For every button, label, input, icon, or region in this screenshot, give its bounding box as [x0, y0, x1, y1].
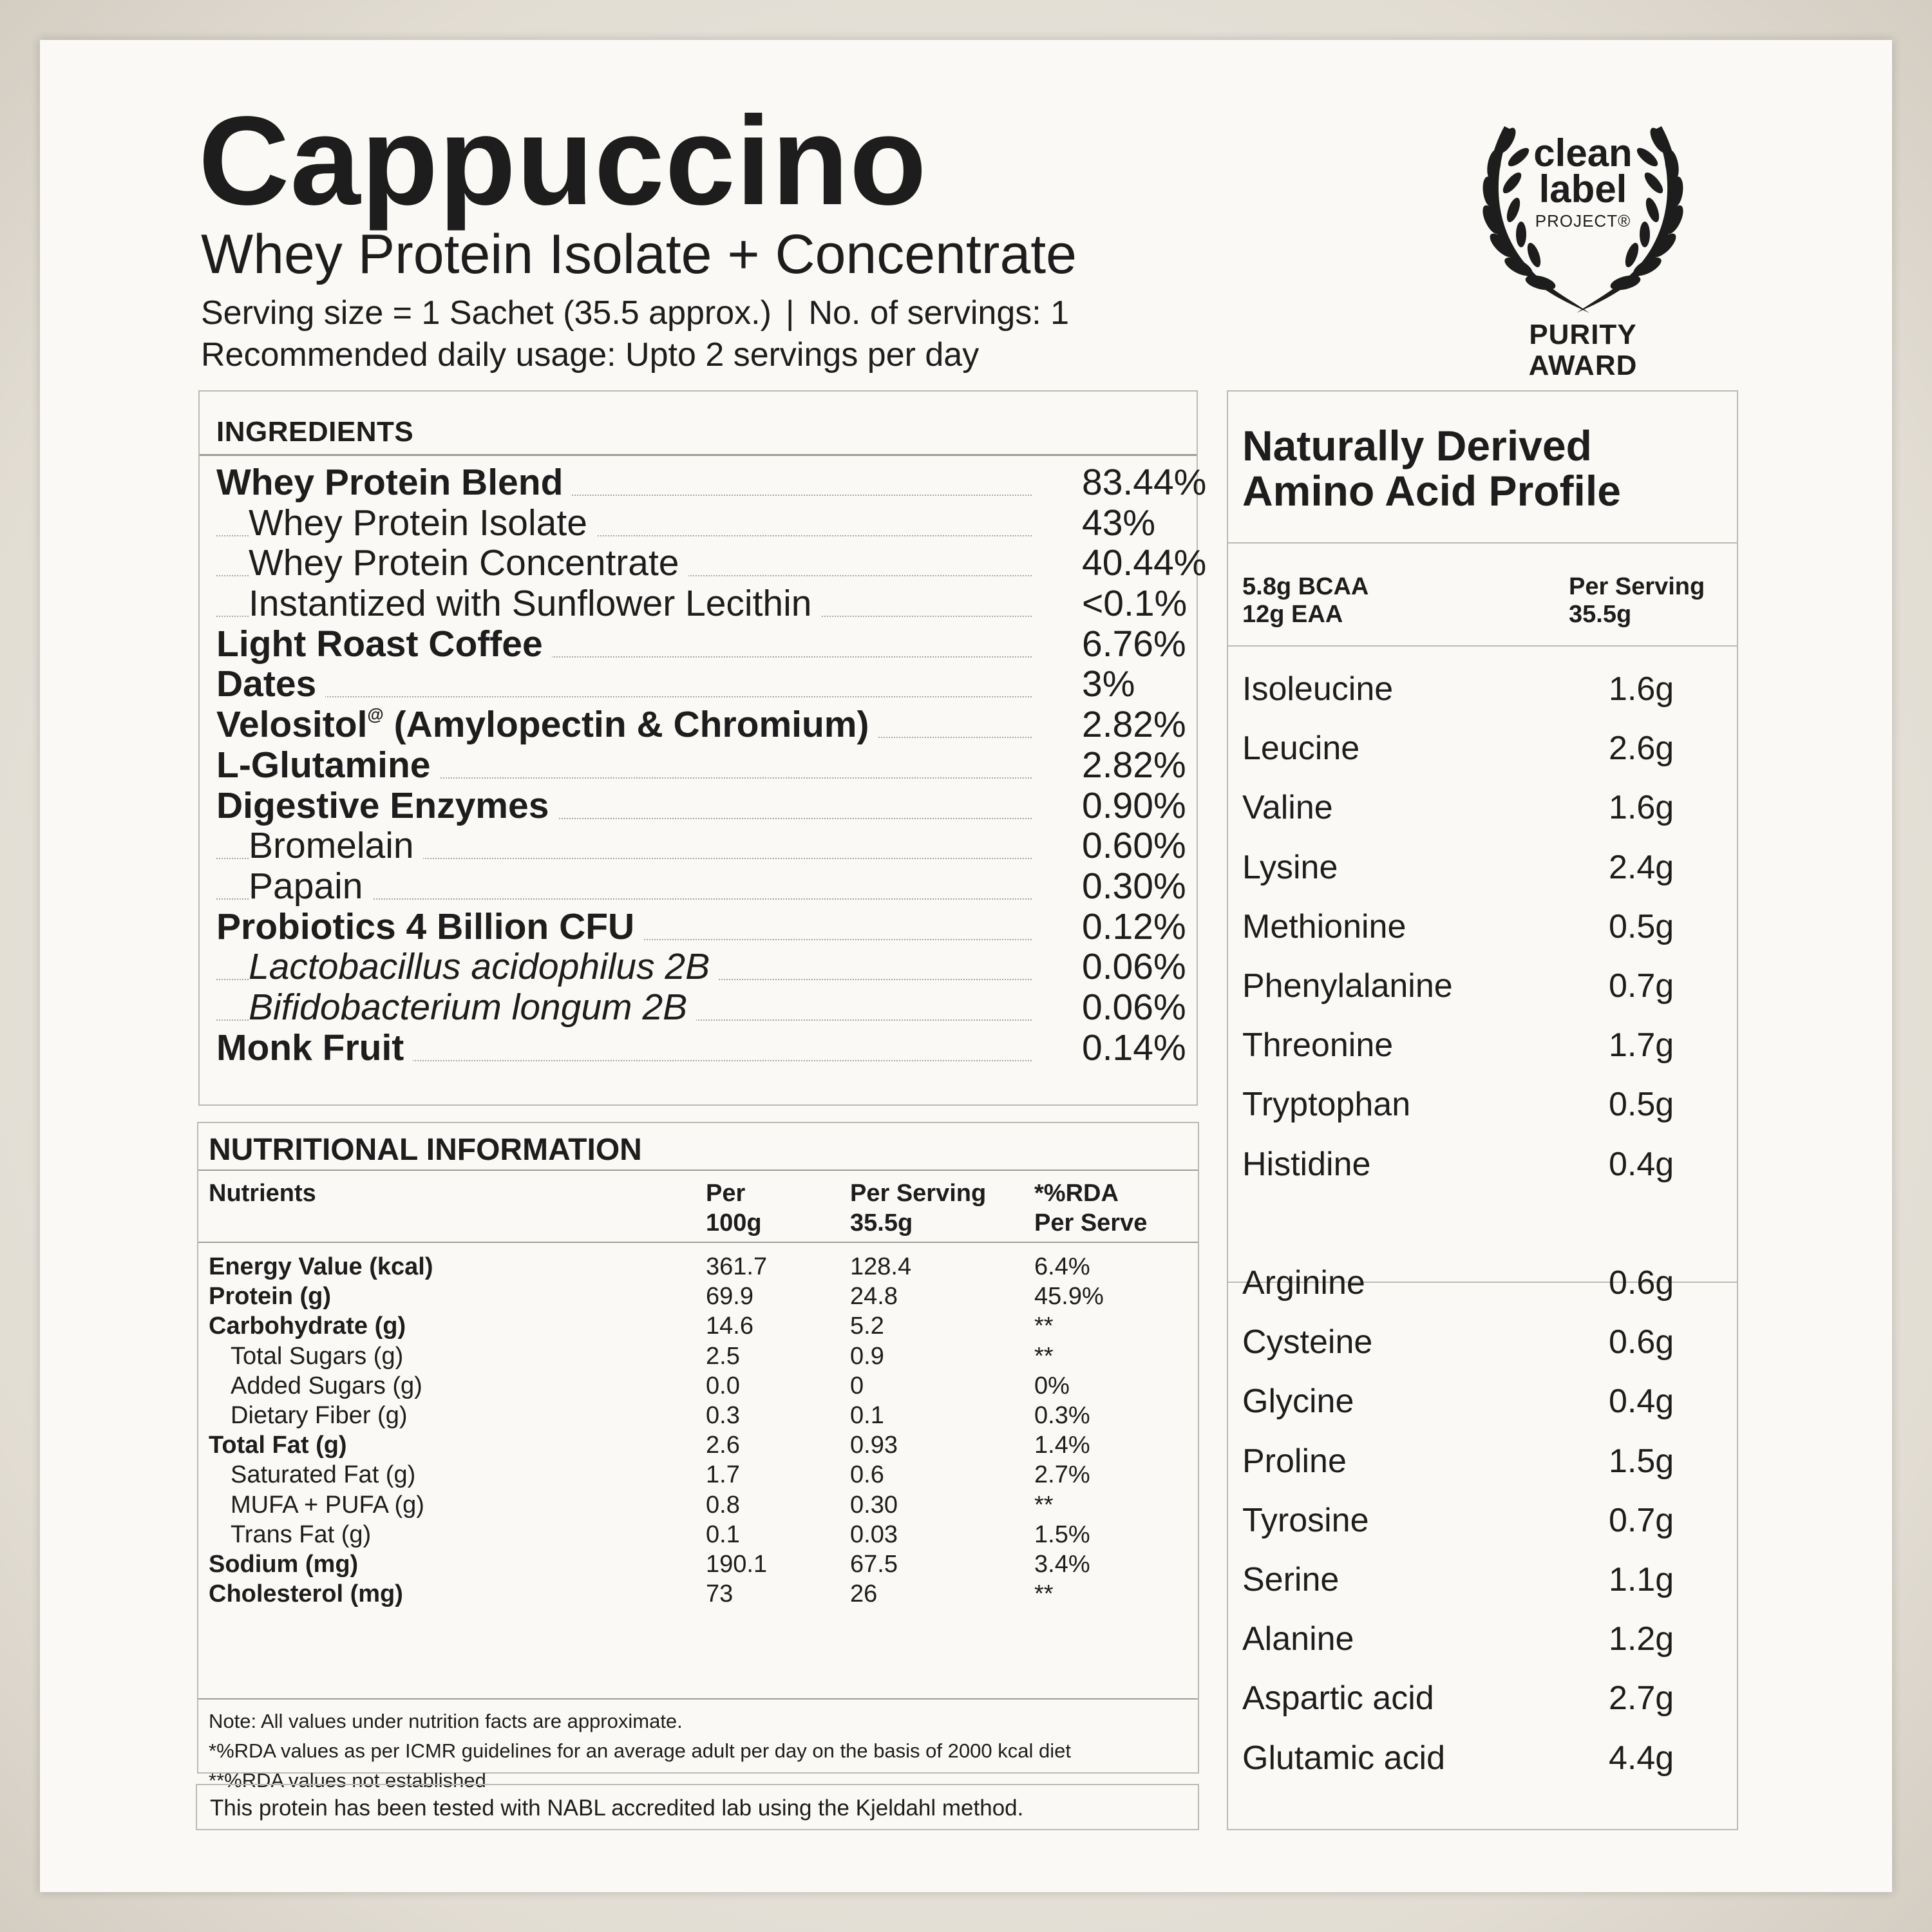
amino-name: Valine [1242, 789, 1333, 827]
nutrition-label-card [40, 40, 1892, 1892]
ingredient-name: Instantized with Sunflower Lecithin [249, 583, 820, 623]
amino-title-line2: Amino Acid Profile [1242, 467, 1621, 515]
nutrient-name: Cholesterol (mg) [209, 1580, 403, 1608]
note-rda-not-established: **%RDA values not established [209, 1769, 486, 1792]
nutrient-name: Total Fat (g) [209, 1432, 347, 1459]
nutrient-name: Total Sugars (g) [231, 1342, 404, 1370]
ingredients-panel [198, 390, 1207, 1106]
amino-name: Tyrosine [1242, 1501, 1369, 1539]
amino-group-essential [1228, 670, 1737, 1204]
list-item [200, 462, 1207, 503]
ingredient-value: 40.44% [1082, 542, 1207, 584]
rda-value: 6.4% [1034, 1253, 1090, 1280]
nutrition-panel [197, 1122, 1199, 1792]
list-item [200, 866, 1197, 907]
amino-name: Cysteine [1242, 1323, 1373, 1361]
nutrition-heading: NUTRITIONAL INFORMATION [209, 1133, 642, 1167]
amino-value: 1.5g [1609, 1442, 1674, 1480]
list-item [200, 705, 1197, 745]
ingredient-value: 2.82% [1082, 744, 1186, 786]
badge-award: AWARD [1528, 350, 1638, 381]
nutrient-name: Sodium (mg) [209, 1550, 359, 1578]
rda-value: 3.4% [1034, 1550, 1090, 1578]
note-approximate: Note: All values under nutrition facts are approximate. [209, 1710, 683, 1732]
list-item [200, 664, 1197, 705]
serving-value: 0.1 [850, 1401, 884, 1429]
ingredient-value: 0.30% [1082, 865, 1186, 907]
nutrition-notes [198, 1698, 1198, 1792]
serving-value: 0 [850, 1372, 864, 1399]
serving-value: 67.5 [850, 1550, 898, 1578]
amino-value: 0.7g [1609, 967, 1674, 1005]
column-header-per-serving: Per Serving 35.5g [850, 1180, 987, 1236]
list-item [200, 1028, 1197, 1068]
rda-value: 1.5% [1034, 1520, 1090, 1548]
ingredient-name: Bifidobacterium longum 2B [249, 987, 696, 1027]
serving-value: 5.2 [850, 1312, 884, 1340]
ingredient-value: 3% [1082, 663, 1135, 705]
rda-value: 2.7% [1034, 1461, 1090, 1489]
amino-value: 0.4g [1609, 1383, 1674, 1421]
per100-value: 0.0 [706, 1372, 740, 1399]
amino-value: 1.6g [1609, 670, 1674, 708]
list-item [200, 947, 1197, 987]
nutrient-name: Added Sugars (g) [231, 1372, 422, 1399]
per100-value: 0.8 [706, 1491, 740, 1519]
ingredient-name: Whey Protein Isolate [249, 503, 596, 543]
ingredient-value: 0.14% [1082, 1027, 1186, 1068]
per100-value: 69.9 [706, 1283, 753, 1311]
table-row [198, 1252, 1198, 1282]
testing-note: This protein has been tested with NABL accredited lab using the Kjeldahl method. [210, 1795, 1024, 1821]
ingredient-value: 0.90% [1082, 784, 1186, 826]
amino-name: Leucine [1242, 730, 1360, 768]
amino-subheader [1228, 544, 1737, 647]
list-item [1228, 1085, 1737, 1144]
ingredients-header [200, 392, 1197, 456]
rda-value: ** [1034, 1491, 1054, 1519]
table-row [198, 1520, 1198, 1549]
per100-value: 2.6 [706, 1432, 740, 1459]
amino-name: Arginine [1242, 1264, 1365, 1302]
ingredient-value: 6.76% [1082, 623, 1186, 665]
column-header-rda: *%RDA Per Serve [1034, 1180, 1148, 1236]
nutrition-rows [198, 1252, 1198, 1609]
ingredient-value: 2.82% [1082, 704, 1186, 746]
amino-value: 0.6g [1609, 1264, 1674, 1302]
ingredient-value: 0.60% [1082, 825, 1186, 867]
amino-value: 4.4g [1609, 1739, 1674, 1777]
table-row [198, 1579, 1198, 1609]
nutrition-header [198, 1123, 1198, 1171]
product-title: Cappuccino [198, 90, 927, 231]
list-item [1228, 1442, 1737, 1501]
list-item [1228, 670, 1737, 729]
list-item [200, 987, 1197, 1028]
list-item [200, 745, 1197, 786]
list-item [1228, 848, 1737, 907]
amino-name: Tryptophan [1242, 1086, 1411, 1124]
list-item [1228, 1739, 1737, 1798]
per100-value: 0.3 [706, 1401, 740, 1429]
amino-title [1228, 392, 1737, 544]
column-header-per100: Per 100g [706, 1180, 762, 1236]
rda-value: 0% [1034, 1372, 1070, 1399]
per100-value: 1.7 [706, 1461, 740, 1489]
ingredients-heading: INGREDIENTS [216, 416, 414, 448]
nutrient-name: MUFA + PUFA (g) [231, 1491, 424, 1519]
amino-value: 0.4g [1609, 1145, 1674, 1183]
amino-value: 2.4g [1609, 848, 1674, 886]
list-item [1228, 1382, 1737, 1441]
per100-value: 190.1 [706, 1550, 768, 1578]
badge-clean: clean [1533, 131, 1633, 175]
amino-value: 1.2g [1609, 1620, 1674, 1658]
serving-value: 0.9 [850, 1342, 884, 1370]
servings-count: No. of servings: 1 [808, 294, 1070, 332]
list-item [1228, 907, 1737, 967]
amino-value: 0.5g [1609, 1086, 1674, 1124]
amino-name: Histidine [1242, 1145, 1371, 1183]
serving-size: Serving size = 1 Sachet (35.5 approx.) [201, 294, 772, 332]
nutrient-name: Dietary Fiber (g) [231, 1401, 408, 1429]
ingredient-name: Dates [216, 664, 325, 704]
amino-title-line1: Naturally Derived [1242, 422, 1592, 469]
amino-value: 1.6g [1609, 789, 1674, 827]
nutrient-name: Saturated Fat (g) [231, 1461, 416, 1489]
note-rda-basis: *%RDA values as per ICMR guidelines for an average adult per day on the basis of 2000 kcal diet [209, 1739, 1071, 1762]
ingredient-name: Monk Fruit [216, 1028, 413, 1068]
ingredient-name: Whey Protein Blend [216, 462, 572, 502]
rda-value: 1.4% [1034, 1432, 1090, 1459]
serving-value: 0.93 [850, 1432, 898, 1459]
ingredient-name: Probiotics 4 Billion CFU [216, 907, 643, 947]
ingredient-name: Light Roast Coffee [216, 624, 552, 664]
per100-value: 73 [706, 1580, 734, 1608]
serving-value: 0.03 [850, 1520, 898, 1548]
list-item [200, 583, 1197, 624]
nutrition-column-headers [198, 1171, 1198, 1243]
amino-group-nonessential [1228, 1264, 1737, 1798]
badge-label: label [1539, 167, 1627, 211]
nutrient-name: Carbohydrate (g) [209, 1312, 406, 1340]
clean-label-badge [1454, 100, 1712, 397]
rda-value: 0.3% [1034, 1401, 1090, 1429]
rda-value: ** [1034, 1312, 1054, 1340]
list-item [200, 907, 1197, 947]
product-subtitle: Whey Protein Isolate + Concentrate [201, 223, 1077, 285]
ingredient-name: Whey Protein Concentrate [249, 543, 688, 583]
daily-usage: Recommended daily usage: Upto 2 servings per day [201, 336, 980, 374]
ingredient-value: 83.44% [1082, 462, 1207, 503]
per100-value: 14.6 [706, 1312, 753, 1340]
ingredient-name: Digestive Enzymes [216, 786, 558, 826]
nutrient-name: Trans Fat (g) [231, 1520, 372, 1548]
table-row [198, 1341, 1198, 1371]
ingredient-value: 0.06% [1082, 946, 1186, 988]
ingredient-value: <0.1% [1082, 583, 1188, 625]
list-item [200, 826, 1197, 866]
ingredient-name: Bromelain [249, 826, 423, 866]
amino-value: 0.7g [1609, 1501, 1674, 1539]
amino-name: Serine [1242, 1560, 1340, 1598]
column-header-nutrients: Nutrients [209, 1180, 316, 1207]
amino-name: Glutamic acid [1242, 1739, 1445, 1777]
amino-name: Alanine [1242, 1620, 1354, 1658]
serving-value: 0.6 [850, 1461, 884, 1489]
table-row [198, 1311, 1198, 1341]
amino-value: 1.7g [1609, 1027, 1674, 1065]
list-item [1228, 1145, 1737, 1204]
table-row [198, 1460, 1198, 1490]
amino-name: Phenylalanine [1242, 967, 1453, 1005]
serving-value: 128.4 [850, 1253, 912, 1280]
list-item [200, 542, 1207, 584]
per100-value: 361.7 [706, 1253, 768, 1280]
bcaa-eaa-label: 5.8g BCAA 12g EAA [1242, 573, 1369, 628]
per100-value: 2.5 [706, 1342, 740, 1370]
list-item [1228, 788, 1737, 848]
amino-value: 1.1g [1609, 1560, 1674, 1598]
list-item [1228, 967, 1737, 1026]
list-item [200, 624, 1197, 665]
serving-info [201, 296, 1069, 330]
amino-name: Proline [1242, 1442, 1347, 1480]
serving-value: 0.30 [850, 1491, 898, 1519]
list-item [1228, 1323, 1737, 1382]
ingredient-name: L-Glutamine [216, 745, 440, 785]
list-item [1228, 1026, 1737, 1085]
amino-value: 0.6g [1609, 1323, 1674, 1361]
amino-name: Glycine [1242, 1383, 1354, 1421]
amino-value: 2.7g [1609, 1680, 1674, 1718]
table-row [198, 1401, 1198, 1430]
table-row [198, 1430, 1198, 1460]
serving-value: 26 [850, 1580, 878, 1608]
amino-name: Threonine [1242, 1027, 1394, 1065]
list-item [200, 786, 1197, 826]
amino-name: Isoleucine [1242, 670, 1394, 708]
rda-value: ** [1034, 1342, 1054, 1370]
ingredient-value: 0.06% [1082, 986, 1186, 1028]
table-row [198, 1490, 1198, 1520]
serving-value: 24.8 [850, 1283, 898, 1311]
testing-note-box [196, 1784, 1199, 1830]
rda-value: 45.9% [1034, 1283, 1104, 1311]
amino-acid-panel [1227, 390, 1738, 1830]
ingredients-list [200, 462, 1207, 1068]
list-item [1228, 1679, 1737, 1738]
list-item [1228, 1560, 1737, 1620]
nutrient-name: Energy Value (kcal) [209, 1253, 433, 1280]
ingredient-name: Lactobacillus acidophilus 2B [249, 947, 719, 987]
list-item [200, 503, 1197, 544]
amino-name: Aspartic acid [1242, 1680, 1434, 1718]
table-row [198, 1282, 1198, 1311]
amino-value: 2.6g [1609, 730, 1674, 768]
badge-purity: PURITY [1529, 319, 1637, 350]
amino-value: 0.5g [1609, 907, 1674, 945]
badge-project: PROJECT® [1535, 211, 1631, 231]
per-serving-label: Per Serving 35.5g [1569, 573, 1705, 628]
amino-name: Lysine [1242, 848, 1338, 886]
table-row [198, 1371, 1198, 1401]
per100-value: 0.1 [706, 1520, 740, 1548]
ingredient-name: Velositol@ (Amylopectin & Chromium) [216, 705, 878, 744]
list-item [1228, 729, 1737, 788]
amino-name: Methionine [1242, 907, 1406, 945]
list-item [1228, 1264, 1737, 1323]
rda-value: ** [1034, 1580, 1054, 1608]
ingredient-name: Papain [249, 866, 372, 906]
ingredient-value: 0.12% [1082, 905, 1186, 947]
registered-mark: @ [367, 705, 384, 724]
ingredient-value: 43% [1082, 502, 1156, 544]
list-item [1228, 1620, 1737, 1679]
table-row [198, 1549, 1198, 1579]
serving-separator: | [785, 294, 795, 332]
list-item [1228, 1501, 1737, 1560]
nutrient-name: Protein (g) [209, 1283, 331, 1311]
